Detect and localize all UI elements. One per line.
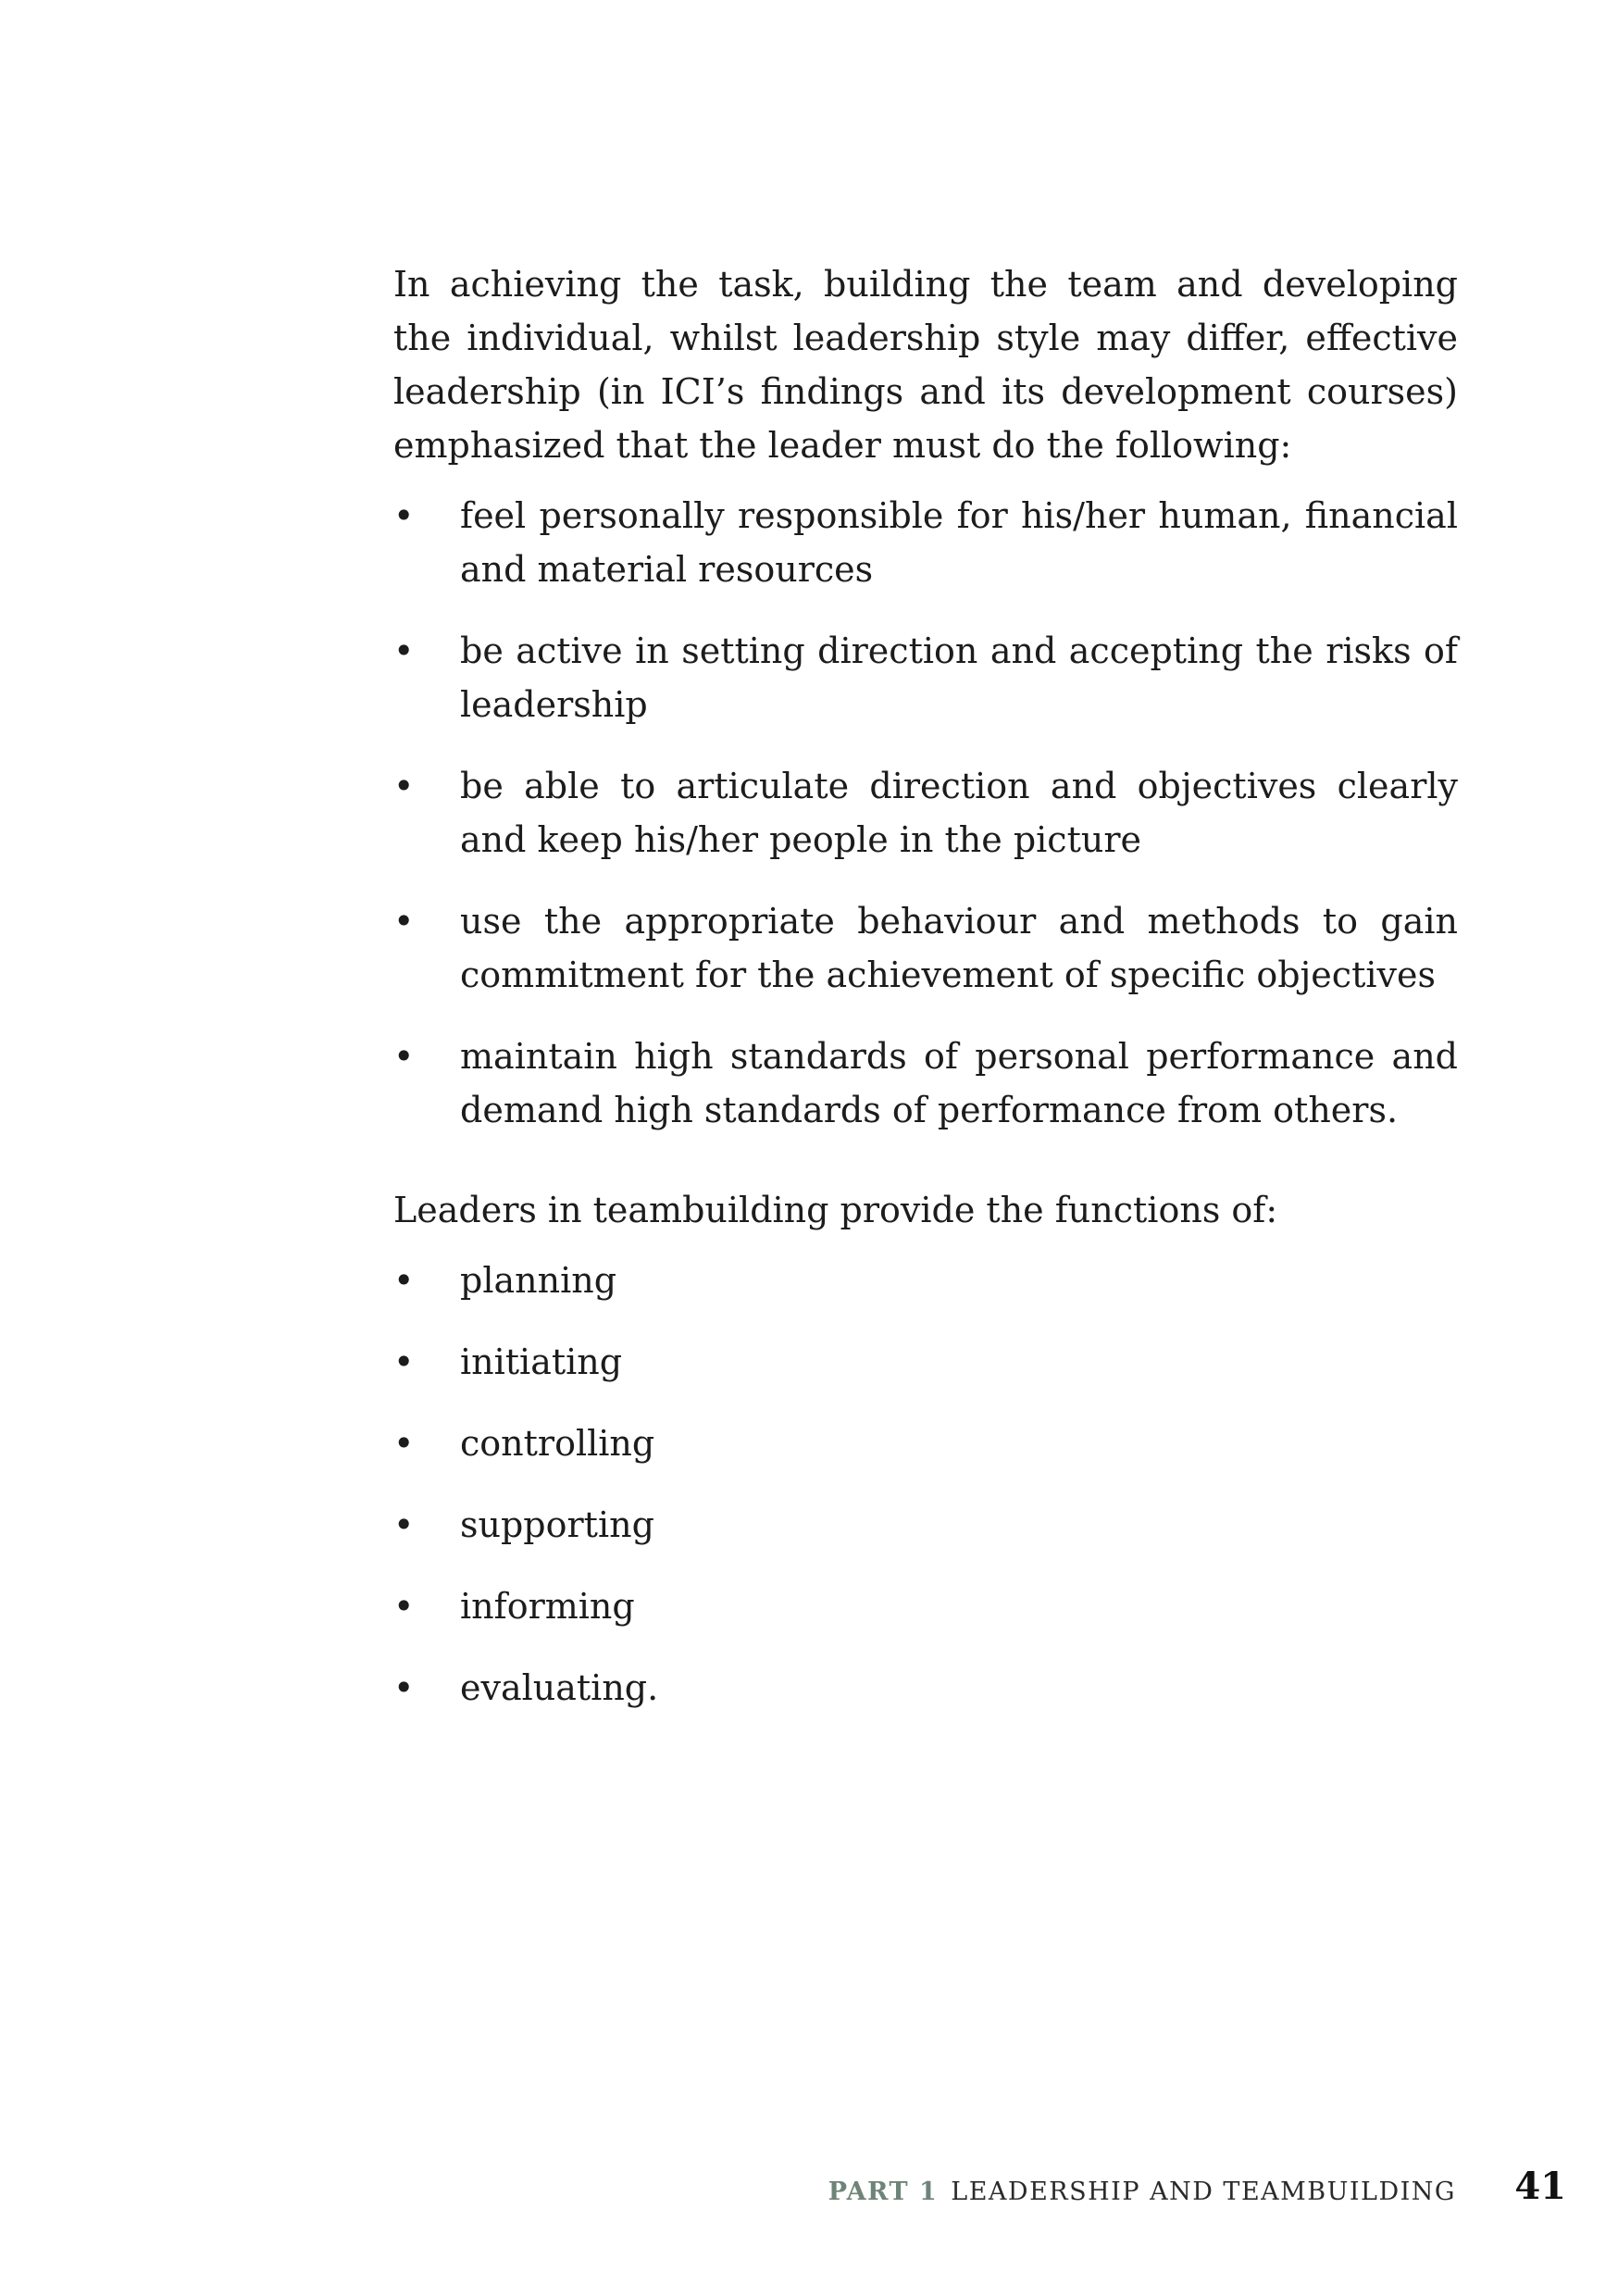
bullet-icon: • bbox=[393, 1586, 415, 1627]
main-text-column bbox=[393, 257, 1458, 1742]
section-title: LEADERSHIP AND TEAMBUILDING bbox=[951, 2177, 1456, 2206]
list-item bbox=[393, 1335, 1458, 1389]
list-item bbox=[393, 1661, 1458, 1715]
list-item bbox=[393, 1579, 1458, 1633]
list-item bbox=[393, 624, 1458, 731]
list-item bbox=[393, 1029, 1458, 1137]
bullet-icon: • bbox=[393, 1667, 415, 1708]
list-item-text: planning bbox=[460, 1260, 617, 1301]
list-item-text: maintain high standards of personal performance and demand high standards of performance from others. bbox=[460, 1036, 1458, 1130]
list-item-text: use the appropriate behaviour and methods to gain commitment for the achievement of specific objectives bbox=[460, 901, 1458, 995]
bullet-icon: • bbox=[393, 630, 415, 671]
list-item-text: evaluating. bbox=[460, 1667, 659, 1708]
list-item bbox=[393, 1498, 1458, 1552]
list-item bbox=[393, 489, 1458, 596]
list-item-text: be active in setting direction and accepting the risks of leadership bbox=[460, 630, 1458, 725]
bullet-icon: • bbox=[393, 495, 415, 536]
bullet-icon: • bbox=[393, 1260, 415, 1301]
list-item-text: supporting bbox=[460, 1504, 654, 1545]
list-item-text: be able to articulate direction and objectives clearly and keep his/her people in the picture bbox=[460, 766, 1458, 860]
bullet-icon: • bbox=[393, 1504, 415, 1545]
intro-paragraph: In achieving the task, building the team and developing the individual, whilst leadership style may differ, effective leadership (in ICI’s findings and its development courses) emphasized that the leader must do the following: bbox=[393, 264, 1458, 466]
part-label: PART 1 bbox=[828, 2177, 939, 2206]
functions-list bbox=[393, 1254, 1458, 1715]
bullet-icon: • bbox=[393, 1341, 415, 1382]
list-item-text: feel personally responsible for his/her human, financial and material resources bbox=[460, 495, 1458, 590]
list-item bbox=[393, 1416, 1458, 1470]
list-item-text: initiating bbox=[460, 1341, 623, 1382]
bullet-icon: • bbox=[393, 1036, 415, 1077]
page-footer bbox=[0, 2165, 1618, 2220]
list-item-text: informing bbox=[460, 1586, 635, 1627]
bullet-icon: • bbox=[393, 766, 415, 806]
functions-intro-paragraph: Leaders in teambuilding provide the functions of: bbox=[393, 1190, 1278, 1230]
bullet-icon: • bbox=[393, 901, 415, 942]
list-item bbox=[393, 894, 1458, 1002]
running-head bbox=[828, 2177, 1456, 2206]
leader-duties-list bbox=[393, 489, 1458, 1137]
bullet-icon: • bbox=[393, 1423, 415, 1464]
page-number: 41 bbox=[1514, 2165, 1566, 2208]
list-item bbox=[393, 1254, 1458, 1307]
list-item bbox=[393, 759, 1458, 867]
list-item-text: controlling bbox=[460, 1423, 655, 1464]
